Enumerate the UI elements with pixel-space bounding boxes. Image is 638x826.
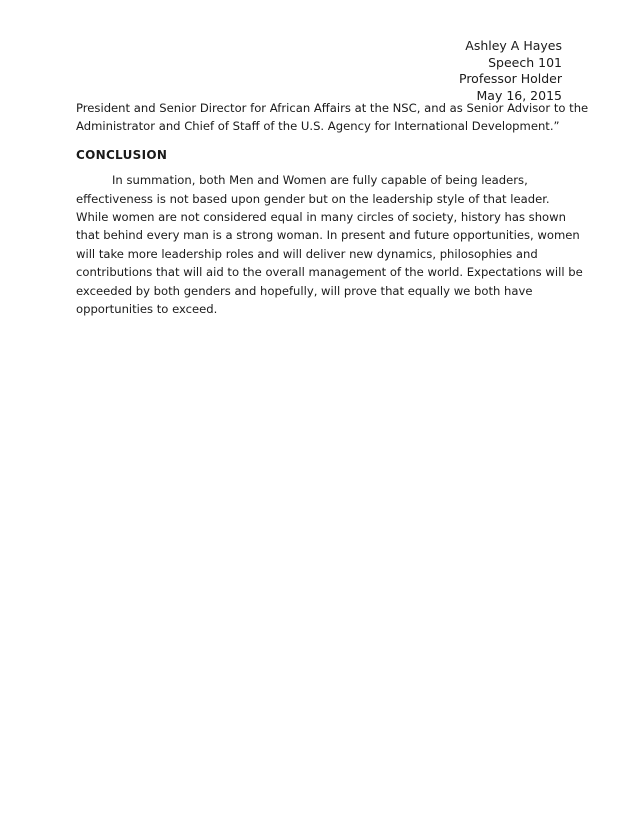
- conclusion-heading: CONCLUSION: [76, 147, 168, 162]
- conclusion-line: that behind every man is a strong woman. In present and future opportunities, women: [76, 228, 580, 243]
- conclusion-line: contributions that will aid to the overall management of the world. Expectations will be: [76, 265, 583, 280]
- course-name: Speech 101: [488, 54, 562, 70]
- conclusion-line: While women are not considered equal in many circles of society, history has shown: [76, 210, 566, 225]
- conclusion-line: exceeded by both genders and hopefully, will prove that equally we both have: [76, 283, 533, 298]
- intro-paragraph: [76, 99, 589, 136]
- conclusion-paragraph: [76, 171, 583, 318]
- document-header: [459, 38, 562, 104]
- conclusion-line: In summation, both Men and Women are fully capable of being leaders,: [112, 173, 528, 188]
- professor-name: Professor Holder: [459, 71, 562, 86]
- document-date: May 16, 2015: [476, 87, 562, 103]
- intro-line: Administrator and Chief of Staff of the U.S. Agency for International Development.”: [76, 119, 560, 134]
- conclusion-line: opportunities to exceed.: [76, 302, 218, 317]
- conclusion-line: effectiveness is not based upon gender but on the leadership style of that leader.: [76, 191, 550, 206]
- intro-line: President and Senior Director for African Affairs at the NSC, and as Senior Advisor to the: [76, 101, 589, 115]
- author-name: Ashley A Hayes: [465, 38, 562, 53]
- conclusion-line: will take more leadership roles and will deliver new dynamics, philosophies and: [76, 246, 538, 261]
- document-body: [76, 99, 589, 318]
